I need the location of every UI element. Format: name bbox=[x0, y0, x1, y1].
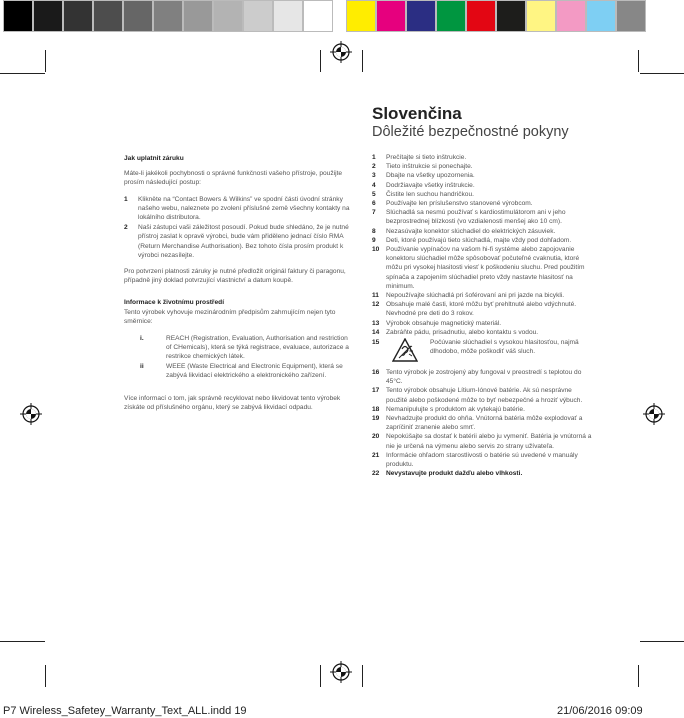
crop-mark bbox=[362, 50, 363, 72]
registration-mark-icon bbox=[330, 41, 352, 63]
list-item: 5 Čistite len suchou handričkou. bbox=[372, 190, 474, 198]
crop-mark bbox=[640, 641, 684, 642]
list-item: 11 Nepoužívajte slúchadlá pri šoférovaní ani pri jazde na bicykli. bbox=[372, 292, 565, 300]
safety-list bbox=[372, 153, 594, 337]
color-swatch bbox=[303, 0, 333, 32]
list-item: 16 Tento výrobok je zostrojený aby fungoval v preostredí s teplotou do 45°C. bbox=[372, 369, 582, 386]
right-column bbox=[372, 153, 594, 479]
list-item: 20 Nepokúšajte sa dostať k batérii alebo ju vymeniť. Batéria je vnútorná a nie je určená na výmenu alebo servis zo strany užívateľa. bbox=[372, 433, 592, 450]
crop-mark bbox=[45, 50, 46, 72]
crop-mark bbox=[640, 73, 684, 74]
list-item: 12 Obsahuje malé časti, ktoré môžu byť prehltnuté alebo vdýchnuté. Nevhodné pre deti do 3 rokov. bbox=[372, 301, 577, 318]
gray-color-bar bbox=[3, 0, 333, 32]
color-swatch bbox=[93, 0, 123, 32]
list-item: 9 Deti, ktoré používajú tieto slúchadlá, majte vždy pod dohľadom. bbox=[372, 236, 572, 244]
color-swatch bbox=[376, 0, 406, 32]
color-swatch bbox=[436, 0, 466, 32]
hearing-warning-icon bbox=[392, 338, 418, 362]
claim-intro: Máte-li jakékoli pochybnosti o správné funkčnosti vašeho přístroje, použijte prosím následující postup: bbox=[124, 170, 343, 187]
color-swatch bbox=[3, 0, 33, 32]
color-swatch bbox=[496, 0, 526, 32]
list-item: 3 Dbajte na všetky upozornenia. bbox=[372, 172, 475, 180]
list-item: 7 Slúchadlá sa nesmú používať s kardiostimulátorom ani v jeho bezprostrednej blízkosti (vo vzdialenosti menšej ako 10 cm). bbox=[372, 209, 566, 226]
list-item: 2 Tieto inštrukcie si ponechajte. bbox=[372, 163, 473, 171]
list-item: 14 Zabráňte pádu, prisadnutiu, alebo kontaktu s vodou. bbox=[372, 328, 539, 336]
process-color-bar bbox=[346, 0, 646, 32]
crop-mark bbox=[320, 50, 321, 72]
color-swatch bbox=[123, 0, 153, 32]
env-heading: Informace k životnímu prostředí bbox=[124, 299, 225, 307]
list-item: 10 Používanie vypínačov na vašom hi-fi systéme alebo zapojovanie konektoru slúchadiel môže spôsobovať počuteľné cvaknutia, ktoré môžu pri vysokej hlasitosti viesť k poškodeniu sluchu. Pred použitím spínača a zapojením slúchadiel preto vždy nastavte hlasitosť na minimum. bbox=[372, 246, 585, 290]
color-swatch bbox=[213, 0, 243, 32]
footer-file-info: P7 Wireless_Safetey_Warranty_Text_ALL.indd 19 bbox=[3, 705, 247, 717]
recycle-text: Více informací o tom, jak správně recyklovat nebo likvidovat tento výrobek získáte od příslušného orgánu, který se zabývá likvidací odpadu. bbox=[124, 395, 341, 412]
color-swatch bbox=[616, 0, 646, 32]
registration-mark-icon bbox=[20, 403, 42, 425]
list-item: 13 Výrobok obsahuje magnetický materiál. bbox=[372, 319, 502, 327]
env-intro: Tento výrobek vyhovuje mezinárodním předpisům zahrnujícím nejen tyto směrnice: bbox=[124, 308, 336, 325]
color-swatch bbox=[526, 0, 556, 32]
list-item: 1 Klikněte na “Contact Bowers & Wilkins” ve spodní části úvodní stránky našeho webu, naleznete po zvolení příslušné země všechny kontakty na lokálního distributora. bbox=[124, 195, 350, 222]
list-item: 19 Nevhadzujte produkt do ohňa. Vnútorná batéria môže explodovať a zapríčiniť zranenie alebo smrť. bbox=[372, 415, 583, 432]
registration-mark-icon bbox=[330, 661, 352, 683]
color-swatch bbox=[63, 0, 93, 32]
list-item: 22 Nevystavujte produkt dažďu alebo vlhkosti. bbox=[372, 470, 523, 478]
color-swatch bbox=[33, 0, 63, 32]
list-item: 8 Nezasúvajte konektor slúchadiel do elektrických zásuviek. bbox=[372, 227, 556, 235]
color-swatch bbox=[243, 0, 273, 32]
env-directives bbox=[124, 334, 350, 380]
color-swatch bbox=[183, 0, 213, 32]
list-item: 18 Nemanipulujte s produktom ak vytekajú batérie. bbox=[372, 405, 525, 413]
crop-mark bbox=[0, 641, 45, 642]
color-swatch bbox=[556, 0, 586, 32]
crop-mark bbox=[638, 665, 639, 687]
left-column bbox=[124, 154, 350, 412]
list-item: 6 Používajte len príslušenstvo stanovené výrobcom. bbox=[372, 200, 533, 208]
crop-mark bbox=[45, 665, 46, 687]
color-swatch bbox=[466, 0, 496, 32]
section-subtitle: Dôležité bezpečnostné pokyny bbox=[372, 124, 569, 140]
safety-list-continued bbox=[372, 368, 594, 469]
list-item: ii WEEE (Waste Electrical and Electronic Equipment), která se zabývá likvidací elektrického a elektronického zařízení. bbox=[140, 362, 343, 379]
crop-mark bbox=[320, 665, 321, 687]
color-swatch bbox=[406, 0, 436, 32]
list-item: 21 Informácie ohľadom starostlivosti o batérie sú uvedené v manuály produktu. bbox=[372, 451, 578, 469]
color-swatch bbox=[273, 0, 303, 32]
list-item: 17 Tento výrobok obsahuje Lítium-Iónové batérie. Ak sú nesprávne použité alebo poškodené môže to byť nebezpečné a hroziť výbuch. bbox=[372, 387, 583, 404]
crop-mark bbox=[362, 665, 363, 687]
claim-heading: Jak uplatnit záruku bbox=[124, 155, 184, 162]
crop-mark bbox=[0, 73, 45, 74]
claim-steps bbox=[124, 195, 350, 260]
registration-mark-icon bbox=[643, 403, 665, 425]
color-swatch bbox=[586, 0, 616, 32]
list-item: 4 Dodržiavajte všetky inštrukcie. bbox=[372, 181, 475, 189]
list-item: i. REACH (Registration, Evaluation, Authorisation and restriction of CHemicals), která se týká registrace, evaluace, autorizace a restrikce chemických látek. bbox=[140, 335, 349, 361]
footer-date: 21/06/2016 09:09 bbox=[557, 705, 643, 717]
list-item: 15 Počúvanie slúchadiel s vysokou hlasitosťou, najmä dlhodobo, môže poškodiť váš sluch. bbox=[372, 338, 594, 362]
color-swatch bbox=[153, 0, 183, 32]
list-item: 2 Naši zástupci vaši záležitost posoudí. Pokud bude shledáno, že je nutné přístroj zaslat k opravě výrobci, bude vám přiděleno jednací číslo RMA (Return Merchandise Authorisation). Bez tohoto čísla prosím produkt k výrobci nezasílejte. bbox=[124, 224, 349, 259]
crop-mark bbox=[638, 50, 639, 72]
color-swatch bbox=[346, 0, 376, 32]
list-item: 1 Prečítajte si tieto inštrukcie. bbox=[372, 154, 467, 161]
language-title: Slovenčina bbox=[372, 104, 462, 123]
proof-text: Pro potvrzení platnosti záruky je nutné předložit originál faktury či paragonu, případně jiný doklad potvrzující vlastnictví a datum koupě. bbox=[124, 268, 346, 285]
